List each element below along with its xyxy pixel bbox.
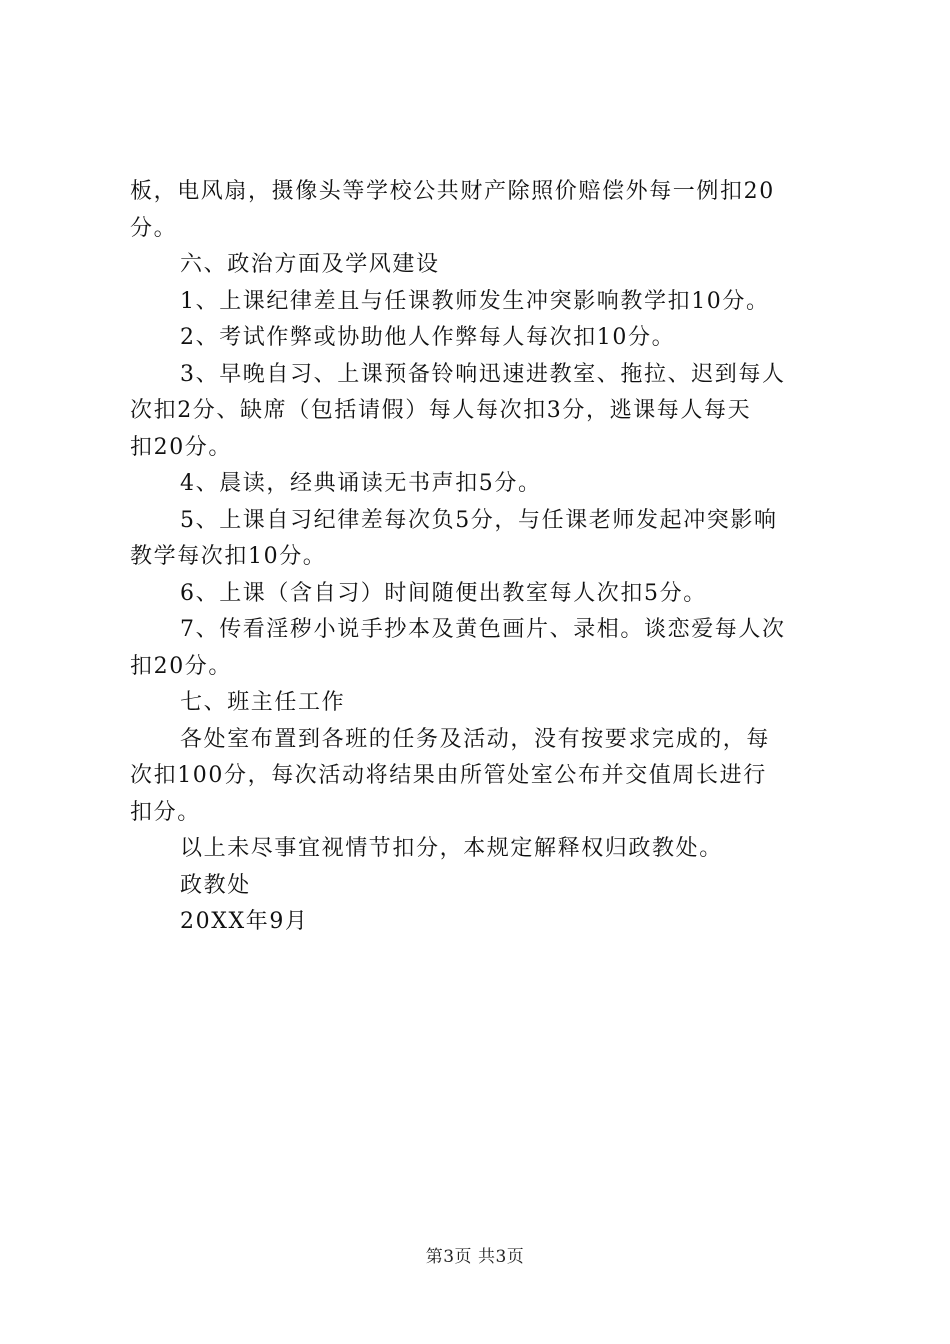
section-heading: 六、政治方面及学风建设 [180, 252, 440, 277]
text-line: 次扣2分、缺席（包括请假）每人每次扣3分，逃课每人每天 [130, 398, 752, 423]
signature-date: 20XX年9月 [180, 909, 309, 934]
text-line: 7、传看淫秽小说手抄本及黄色画片、录相。谈恋爱每人次 [180, 617, 786, 642]
text-line: 各处室布置到各班的任务及活动，没有按要求完成的，每 [180, 726, 771, 752]
text-line: 6、上课（含自习）时间随便出教室每人次扣5分。 [180, 580, 707, 606]
text-line: 分。 [130, 215, 178, 241]
text-line: 扣分。 [130, 799, 201, 825]
page-footer [0, 1242, 950, 1267]
text-line: 扣20分。 [130, 434, 232, 460]
text-line: 次扣100分，每次活动将结果由所管处室公布并交值周长进行 [130, 763, 767, 788]
page-number-label: 第3页 共3页 [425, 1247, 525, 1267]
text-line: 3、早晚自习、上课预备铃响迅速进教室、拖拉、迟到每人 [180, 361, 786, 387]
section-heading: 七、班主任工作 [180, 690, 346, 715]
document-body [130, 174, 830, 941]
text-line: 2、考试作弊或协助他人作弊每人每次扣10分。 [180, 325, 676, 350]
text-line: 4、晨读，经典诵读无书声扣5分。 [180, 471, 542, 496]
text-line: 以上未尽事宜视情节扣分，本规定解释权归政教处。 [180, 836, 723, 861]
text-line: 教学每次扣10分。 [130, 544, 327, 569]
text-line: 扣20分。 [130, 653, 232, 679]
text-line: 1、上课纪律差且与任课教师发生冲突影响教学扣10分。 [180, 288, 770, 314]
text-line: 5、上课自习纪律差每次负5分，与任课老师发起冲突影响 [180, 507, 778, 533]
signature-department: 政教处 [180, 872, 251, 898]
text-line: 板，电风扇，摄像头等学校公共财产除照价赔偿外每一例扣20 [130, 179, 775, 204]
